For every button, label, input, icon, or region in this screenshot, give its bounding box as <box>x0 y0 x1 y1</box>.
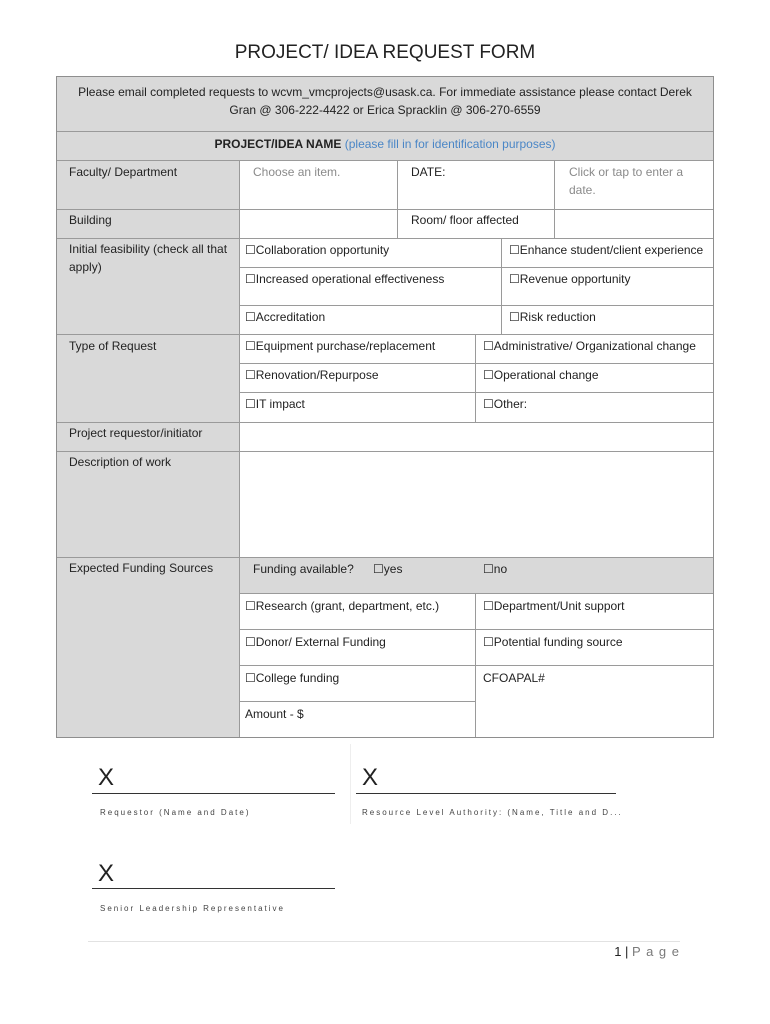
faculty-select[interactable]: Choose an item. <box>253 165 341 179</box>
footer-divider <box>88 941 680 942</box>
faculty-label: Faculty/ Department <box>69 165 178 179</box>
checkbox-accreditation[interactable]: ☐Accreditation <box>245 310 326 324</box>
project-name-label: PROJECT/IDEA NAME (please fill in for identification purposes) <box>214 137 556 151</box>
requestor-label: Project requestor/initiator <box>69 426 203 440</box>
description-input[interactable] <box>240 452 713 557</box>
building-input[interactable] <box>240 210 397 238</box>
checkbox-administrative[interactable]: ☐Administrative/ Organizational change <box>483 339 696 353</box>
checkbox-department-support[interactable]: ☐Department/Unit support <box>483 599 625 613</box>
senior-signature-mark: X <box>98 860 115 887</box>
checkbox-other[interactable]: ☐Other: <box>483 397 528 411</box>
checkbox-collaboration[interactable]: ☐Collaboration opportunity <box>245 243 390 257</box>
checkbox-funding-yes[interactable]: ☐yes <box>373 562 403 576</box>
signature-divider <box>350 744 351 824</box>
checkbox-college-funding[interactable]: ☐College funding <box>245 671 340 685</box>
requestor-signature-line[interactable] <box>92 793 335 794</box>
room-label: Room/ floor affected <box>411 213 519 227</box>
requestor-signature-mark: X <box>98 764 115 791</box>
description-label: Description of work <box>69 455 172 469</box>
funding-label: Expected Funding Sources <box>69 561 214 575</box>
checkbox-operational-effectiveness[interactable]: ☐Increased operational effectiveness <box>245 272 445 286</box>
building-label: Building <box>69 213 112 227</box>
requestor-signature-caption: Requestor (Name and Date) <box>100 808 251 817</box>
cfoapal-field[interactable]: CFOAPAL# <box>483 671 545 685</box>
checkbox-potential-funding[interactable]: ☐Potential funding source <box>483 635 623 649</box>
checkbox-research[interactable]: ☐Research (grant, department, etc.) <box>245 599 440 613</box>
senior-signature-caption: Senior Leadership Representative <box>100 904 285 913</box>
feasibility-label-2: apply) <box>69 260 102 274</box>
checkbox-renovation[interactable]: ☐Renovation/Repurpose <box>245 368 379 382</box>
request-form-table: Please email completed requests to wcvm_vmcprojects@usask.ca. For immediate assistance please contact Derek Gran @ 306-222-4422 or Erica Spracklin @ 306-270-6559 PROJECT/IDEA NAME (please fill in for identification purposes) Faculty/ Department Choose an item. DATE: Click or tap to enter a date. Building Room/ floor affected Initial feasibility (check all that apply) ☐Collaboration opportunity ☐Enhance student/client experience ☐Increased operational effectiveness ☐Revenue opportunity ☐Accreditation ☐Risk reduction Type of Request ☐Equipment purchase/replacement ☐Administrative/ Organizational change ☐Renovation/Repurpose ☐Operational change ☐IT impact ☐Other: Project requestor/initiator Description of work Expected Funding Sources Funding available? ☐yes ☐no ☐Research (grant, department, etc.) ☐Department/Unit support ☐Donor/ External Funding ☐Potential funding source ☐College funding CFOAPAL# Amount - $ <box>56 76 714 738</box>
checkbox-funding-no[interactable]: ☐no <box>483 562 508 576</box>
checkbox-it-impact[interactable]: ☐IT impact <box>245 397 305 411</box>
funding-available-label: Funding available? <box>253 562 354 576</box>
checkbox-revenue[interactable]: ☐Revenue opportunity <box>509 272 631 286</box>
request-type-label: Type of Request <box>69 339 157 353</box>
form-title: PROJECT/ IDEA REQUEST FORM <box>234 42 536 63</box>
checkbox-donor[interactable]: ☐Donor/ External Funding <box>245 635 386 649</box>
room-input[interactable] <box>555 210 713 238</box>
intro-line-2: Gran @ 306-222-4422 or Erica Spracklin @ 306-270-6559 <box>229 103 541 117</box>
authority-signature-caption: Resource Level Authority: (Name, Title and D... <box>362 808 623 817</box>
requestor-input[interactable] <box>240 423 713 451</box>
senior-signature-line[interactable] <box>92 888 335 889</box>
checkbox-risk-reduction[interactable]: ☐Risk reduction <box>509 310 596 324</box>
checkbox-operational-change[interactable]: ☐Operational change <box>483 368 599 382</box>
checkbox-enhance-experience[interactable]: ☐Enhance student/client experience <box>509 243 704 257</box>
intro-line-1: Please email completed requests to wcvm_vmcprojects@usask.ca. For immediate assistance please contact Derek <box>78 85 692 99</box>
checkbox-equipment[interactable]: ☐Equipment purchase/replacement <box>245 339 436 353</box>
authority-signature-line[interactable] <box>356 793 616 794</box>
page-footer: 1 | P a g e <box>614 944 680 959</box>
feasibility-label-1: Initial feasibility (check all that <box>69 242 228 256</box>
authority-signature-mark: X <box>362 764 379 791</box>
date-label: DATE: <box>411 165 446 179</box>
amount-field[interactable]: Amount - $ <box>245 707 304 721</box>
